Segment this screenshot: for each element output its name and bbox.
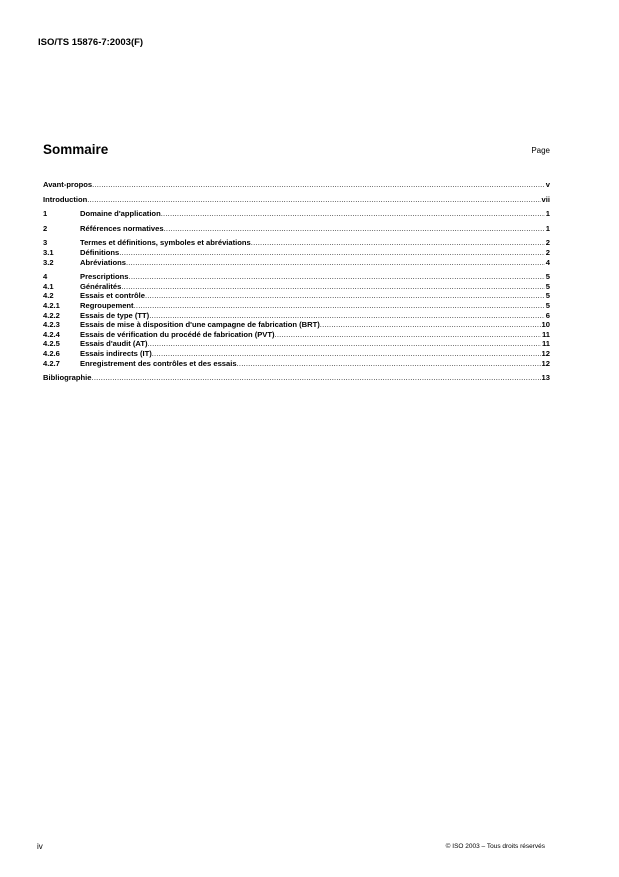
toc-leader-dots xyxy=(152,349,541,359)
toc-entry-page: 5 xyxy=(545,281,550,291)
toc-entry-number: 4.2.3 xyxy=(43,320,60,330)
toc-entry-title: Définitions xyxy=(80,247,120,257)
toc-leader-dots xyxy=(148,339,541,349)
toc-entry[interactable] xyxy=(43,195,550,205)
toc-entry-number: 4.2.1 xyxy=(43,300,60,310)
toc-entry-page: 2 xyxy=(545,247,550,257)
toc-leader-dots xyxy=(164,224,545,234)
toc-entry[interactable] xyxy=(43,349,550,359)
toc-entry-title: Domaine d'application xyxy=(80,209,161,219)
toc-entry-title: Bibliographie xyxy=(43,373,92,383)
toc-entry[interactable] xyxy=(43,301,550,311)
toc-entry-number: 3.2 xyxy=(43,257,54,267)
toc-entry-page: 5 xyxy=(545,291,550,301)
toc-entry-page: 2 xyxy=(545,238,550,248)
toc-leader-dots xyxy=(92,180,545,190)
toc-leader-dots xyxy=(87,195,540,205)
toc-entry-title: Essais indirects (IT) xyxy=(80,348,152,358)
toc-entry-page: 11 xyxy=(541,339,550,349)
toc-entry-page: 12 xyxy=(541,358,550,368)
toc-entry-number: 3 xyxy=(43,238,48,248)
toc-entry[interactable] xyxy=(43,320,550,330)
toc-leader-dots xyxy=(320,320,541,330)
toc-entry[interactable] xyxy=(43,330,550,340)
toc-leader-dots xyxy=(119,248,545,258)
toc-entry[interactable] xyxy=(43,224,550,234)
page-number: iv xyxy=(37,842,43,851)
toc-entry-title: Introduction xyxy=(43,194,88,204)
toc-entry-title: Avant-propos xyxy=(43,180,93,189)
toc-entry[interactable] xyxy=(43,373,550,383)
toc-entry[interactable] xyxy=(43,311,550,321)
toc-entry[interactable] xyxy=(43,209,550,219)
toc-leader-dots xyxy=(161,209,545,219)
toc-entry-title: Essais de vérification du procédé de fabrication (PVT) xyxy=(80,329,275,339)
toc-entry-title: Généralités xyxy=(80,281,122,291)
toc-leader-dots xyxy=(121,282,544,292)
toc-leader-dots xyxy=(92,373,541,383)
toc-leader-dots xyxy=(149,311,545,321)
toc-entry[interactable] xyxy=(43,238,550,248)
toc-entry-page: 11 xyxy=(541,329,550,339)
toc-entry-number: 4.2 xyxy=(43,291,54,301)
toc-entry-number: 1 xyxy=(43,209,48,219)
page-column-label: Page xyxy=(531,146,550,155)
toc-entry-page: 10 xyxy=(541,320,550,330)
table-of-contents xyxy=(43,180,550,383)
toc-entry-title: Prescriptions xyxy=(80,272,129,282)
toc-entry-page: 1 xyxy=(545,223,550,233)
toc-entry-page: vii xyxy=(541,194,550,204)
toc-entry-page: v xyxy=(545,180,550,189)
toc-entry-number: 4.2.6 xyxy=(43,348,60,358)
toc-entry-title: Essais de type (TT) xyxy=(80,310,150,320)
toc-entry-page: 13 xyxy=(541,373,550,383)
toc-entry[interactable] xyxy=(43,282,550,292)
toc-entry-title: Enregistrement des contrôles et des essais xyxy=(80,358,237,368)
toc-entry-title: Essais de mise à disposition d'une campagne de fabrication (BRT) xyxy=(80,320,320,330)
toc-entry-number: 2 xyxy=(43,223,48,233)
toc-entry-number: 4.1 xyxy=(43,281,54,291)
toc-entry[interactable] xyxy=(43,258,550,268)
toc-entry-number: 4.2.2 xyxy=(43,310,60,320)
toc-entry-page: 5 xyxy=(545,272,550,282)
toc-entry-number: 4.2.5 xyxy=(43,339,60,349)
document-id: ISO/TS 15876-7:2003(F) xyxy=(38,37,144,48)
toc-entry[interactable] xyxy=(43,272,550,282)
toc-entry-title: Termes et définitions, symboles et abréviations xyxy=(80,238,251,248)
toc-entry[interactable] xyxy=(43,359,550,369)
toc-entry-page: 1 xyxy=(545,209,550,219)
toc-entry-number: 4 xyxy=(43,272,48,282)
toc-leader-dots xyxy=(275,330,541,340)
toc-title: Sommaire xyxy=(43,142,109,157)
toc-entry-title: Essais et contrôle xyxy=(80,291,145,301)
toc-entry-page: 6 xyxy=(545,310,550,320)
toc-entry-title: Essais d'audit (AT) xyxy=(80,339,148,349)
toc-entry[interactable] xyxy=(43,339,550,349)
toc-leader-dots xyxy=(134,301,545,311)
toc-entry-title: Références normatives xyxy=(80,223,164,233)
toc-leader-dots xyxy=(251,238,545,248)
toc-leader-dots xyxy=(129,272,545,282)
toc-leader-dots xyxy=(126,258,545,268)
toc-entry-page: 12 xyxy=(541,348,550,358)
toc-entry-title: Abréviations xyxy=(80,257,126,267)
toc-entry-page: 4 xyxy=(545,257,550,267)
toc-entry-page: 5 xyxy=(545,300,550,310)
copyright-notice: © ISO 2003 – Tous droits réservés xyxy=(445,843,545,850)
toc-entry-number: 4.2.7 xyxy=(43,358,60,368)
toc-entry-number: 4.2.4 xyxy=(43,329,60,339)
toc-leader-dots xyxy=(237,359,541,369)
toc-leader-dots xyxy=(145,291,545,301)
toc-entry[interactable] xyxy=(43,180,550,190)
toc-entry[interactable] xyxy=(43,291,550,301)
toc-entry-number: 3.1 xyxy=(43,247,54,257)
toc-entry[interactable] xyxy=(43,248,550,258)
toc-entry-title: Regroupement xyxy=(80,300,134,310)
